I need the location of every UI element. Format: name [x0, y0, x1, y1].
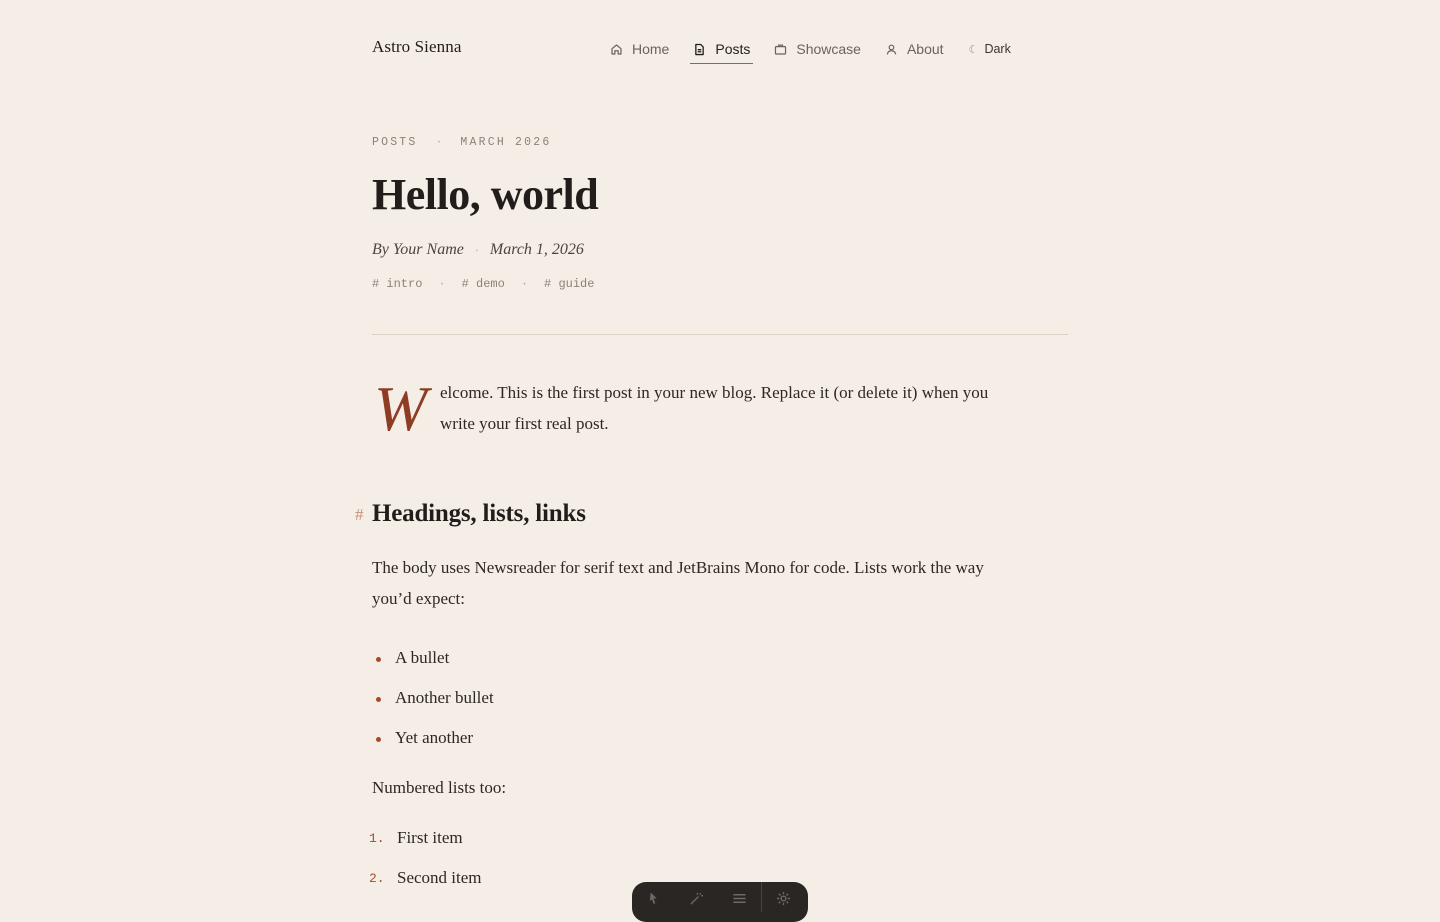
section-heading [355, 500, 1002, 528]
post-date: March 1, 2026 [489, 241, 584, 259]
lead-text: elcome. This is the first post in your new blog. Replace it (or delete it) when you write your first real post. [440, 383, 989, 433]
heading-anchor-link[interactable]: # [355, 505, 364, 524]
nav-item-about[interactable] [883, 38, 946, 60]
list-item-text: Yet another [395, 728, 474, 747]
header-divider [372, 334, 1068, 335]
list-item [372, 678, 1002, 718]
post-body [355, 373, 1002, 898]
bullet-marker [376, 657, 381, 662]
bullet-list [372, 638, 1002, 758]
list-item [372, 718, 1002, 758]
tag-separator: · [520, 277, 529, 292]
kicker-separator: · [435, 136, 443, 149]
post-author: By Your Name [372, 241, 464, 259]
moon-icon: ☾ [968, 43, 979, 56]
list-item [372, 638, 1002, 678]
lead-paragraph [372, 374, 1002, 446]
tag-link-intro[interactable]: # intro [372, 277, 423, 292]
body-paragraph: The body uses Newsreader for serif text and JetBrains Mono for code. Lists work the way you’d expect: [372, 558, 984, 608]
section-heading-text: Headings, lists, links [372, 500, 586, 527]
document-icon [693, 43, 706, 56]
user-icon [885, 43, 898, 56]
post-tags [372, 277, 1068, 291]
nav-label-posts: Posts [715, 41, 751, 57]
post-kicker [372, 136, 1068, 149]
bullet-marker [376, 697, 381, 702]
number-marker: 1. [369, 830, 385, 846]
briefcase-icon [774, 43, 787, 56]
floating-toolbar [632, 882, 808, 922]
numbered-intro-paragraph: Numbered lists too: [372, 778, 507, 797]
settings-icon[interactable] [762, 891, 805, 906]
list-item-text: Another bullet [395, 688, 494, 707]
theme-toggle-label: Dark [984, 42, 1011, 56]
drop-cap: W [374, 373, 428, 444]
site-header [372, 0, 1068, 96]
pointer-icon[interactable] [632, 891, 675, 906]
menu-icon[interactable] [718, 891, 761, 906]
byline-separator: · [474, 242, 479, 257]
nav-item-showcase[interactable] [772, 38, 863, 60]
tag-link-demo[interactable]: # demo [461, 277, 505, 292]
nav-label-home: Home [632, 41, 670, 57]
bullet-marker [376, 737, 381, 742]
kicker-section-link[interactable]: POSTS [372, 136, 418, 149]
wand-icon[interactable] [675, 891, 718, 906]
number-marker: 2. [369, 870, 385, 886]
list-item-text: First item [397, 828, 463, 847]
tag-separator: · [438, 277, 446, 292]
site-title-link[interactable]: Astro Sienna [372, 37, 462, 56]
tag-link-guide[interactable]: # guide [544, 277, 595, 292]
kicker-date: MARCH 2026 [460, 136, 552, 149]
nav-item-home[interactable] [608, 38, 671, 60]
post-header [372, 136, 1068, 291]
post-byline [372, 241, 1068, 259]
nav-item-posts[interactable] [691, 38, 752, 60]
list-item-text: Second item [397, 868, 482, 887]
main-nav [608, 38, 1011, 66]
list-item [369, 818, 1002, 858]
theme-toggle-button[interactable] [969, 38, 1011, 60]
post-title: Hello, world [372, 170, 599, 219]
nav-label-about: About [906, 41, 944, 57]
home-icon [610, 43, 623, 56]
nav-label-showcase: Showcase [796, 41, 861, 57]
list-item-text: A bullet [395, 648, 450, 667]
